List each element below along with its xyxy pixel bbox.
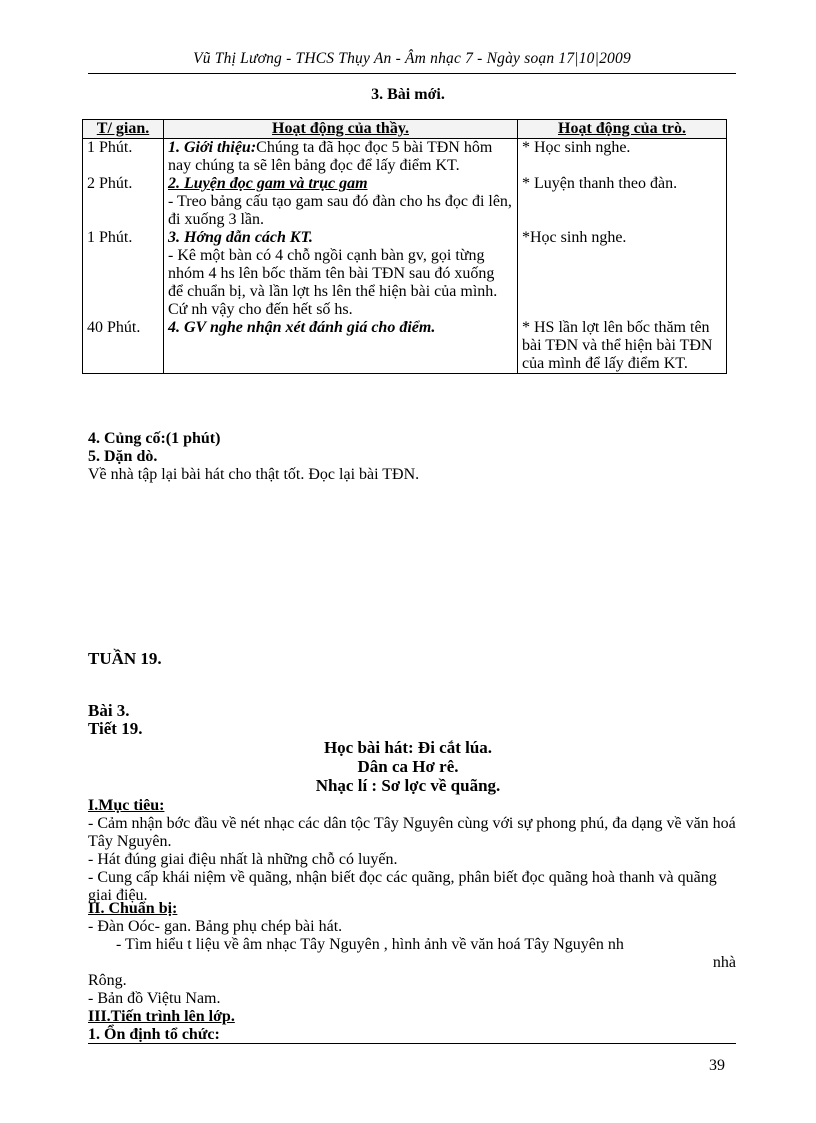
step-title: 3. Hớng dẫn cách KT. [168, 229, 313, 246]
header-student: Hoạt động của trò. [518, 120, 727, 139]
row-student: * Luyện thanh theo đàn. [518, 175, 727, 229]
table-row [83, 319, 727, 374]
preparation-item: - Tìm hiểu t liệu về âm nhạc Tây Nguyên , hình ảnh về văn hoá Tây Nguyên nh [116, 936, 624, 953]
row-teacher [164, 319, 518, 374]
procedure-heading: III.Tiến trình lên lớp. [88, 1008, 235, 1025]
objective-item: - Hát đúng giai điệu nhất là những chỗ có luyến. [88, 851, 398, 868]
lesson-number: Bài 3. [88, 701, 130, 720]
activities-table [82, 119, 727, 374]
homework-text: Về nhà tập lại bài hát cho thật tốt. Đọc lại bài TĐN. [88, 466, 420, 483]
row-student: * HS lần lợt lên bốc thăm tên bài TĐN và thể hiện bài TĐN của mình để lấy điểm KT. [518, 319, 727, 374]
page-number: 39 [709, 1057, 725, 1074]
homework-heading: 5. Dặn dò. [88, 448, 158, 465]
objective-item: - Cảm nhận bớc đầu về nét nhạc các dân tộc Tây Nguyên cùng với sự phong phú, đa dạng về văn hoá Tây Nguyên. [88, 815, 736, 850]
preparation-item-cont: nhà [712, 954, 736, 971]
table-row [83, 229, 727, 319]
footer-rule [88, 1043, 736, 1044]
lesson-block [88, 702, 142, 738]
header-teacher: Hoạt động của thầy. [164, 120, 518, 139]
week-label: TUẦN 19. [88, 649, 162, 668]
row-time: 1 Phút. [83, 229, 164, 319]
procedure-block [88, 1008, 235, 1044]
step-text: - Treo bảng cấu tạo gam sau đó đàn cho hs đọc đi lên, đi xuống 3 lần. [168, 193, 512, 228]
step-text: - Kê một bàn có 4 chỗ ngồi cạnh bàn gv, gọi từng nhóm 4 hs lên bốc thăm tên bài TĐN sau đó xuống để chuẩn bị, và lần lợt hs lên thể hiện bài của mình. Cứ nh vậy cho đến hết số hs. [168, 247, 498, 318]
objective-item: - Cung cấp khái niệm về quãng, nhận biết đọc các quãng, phân biết đọc quãng hoà thanh và quãng giai điệu. [88, 869, 717, 904]
folk-title: Dân ca Hơ rê. [357, 757, 459, 776]
preparation-item: - Bản đồ Việtu Nam. [88, 990, 221, 1007]
row-time: 1 Phút. [83, 139, 164, 176]
preparation-item: - Đàn Oóc- gan. Bảng phụ chép bài hát. [88, 918, 343, 935]
row-teacher [164, 139, 518, 176]
row-student: * Học sinh nghe. [518, 139, 727, 176]
header-time: T/ gian. [83, 120, 164, 139]
step-title: 4. GV nghe nhận xét đánh giá cho điểm. [168, 319, 436, 336]
header-rule [88, 73, 736, 74]
theory-title: Nhạc lí : Sơ lợc về quãng. [315, 776, 501, 795]
objectives-heading: I.Mục tiêu: [88, 797, 165, 814]
table-header-row [83, 120, 727, 139]
objectives-block [88, 797, 736, 905]
table-row [83, 175, 727, 229]
preparation-block [88, 900, 736, 1008]
row-time: 2 Phút. [83, 175, 164, 229]
row-student: *Học sinh nghe. [518, 229, 727, 319]
preparation-heading: II. Chuẩn bị: [88, 900, 178, 917]
table-row [83, 139, 727, 176]
row-time: 40 Phút. [83, 319, 164, 374]
song-title: Học bài hát: Đi cắt lúa. [323, 738, 493, 757]
preparation-item-cont: Rông. [88, 972, 127, 989]
step-text: Chúng ta đã học đọc 5 bài TĐN hôm nay chúng ta sẽ lên bảng đọc để lấy điểm KT. [168, 139, 493, 174]
consolidation-block [88, 430, 419, 484]
row-teacher [164, 175, 518, 229]
row-teacher [164, 229, 518, 319]
consolidation-heading: 4. Củng cố:(1 phút) [88, 430, 221, 447]
period-number: Tiết 19. [88, 719, 143, 738]
procedure-step: 1. Ổn định tổ chức: [88, 1026, 220, 1043]
section-title: 3. Bài mới. [371, 86, 445, 103]
step-title: 2. Luyện đọc gam và trục gam [168, 175, 368, 192]
page-header: Vũ Thị Lương - THCS Thụy An - Âm nhạc 7 - Ngày soạn 17|10|2009 [193, 50, 631, 67]
step-title: 1. Giới thiệu: [168, 139, 257, 156]
